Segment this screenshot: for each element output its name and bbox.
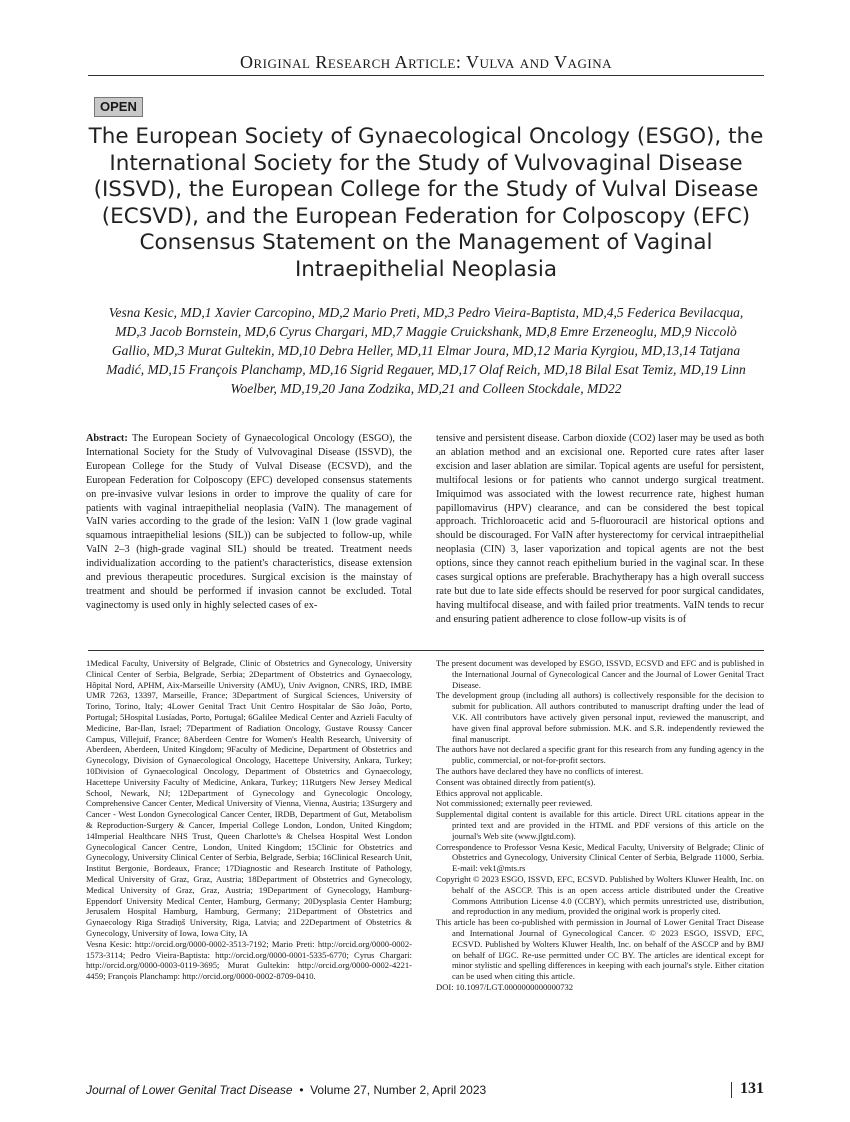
- note-copublication: This article has been co-published with permission in Journal of Lower Genital Tract Disease and International Journal of Gynecological Cancer. © 2023 ESGO, ISSVD, EFC, ECSVD. Published by Wolters Kluwer Health, Inc. on behalf of the ASCCP and by BMJ on behalf of IJGC. Re-use permitted under CC BY. The articles are identical except for minor stylistic and spelling differences in keeping with each journal's style. Either citation can be used when citing this article.: [436, 917, 764, 982]
- note-funding: The authors have not declared a specific grant for this research from any funding agency in the public, commercial, or not-for-profit sectors.: [436, 744, 764, 766]
- article-title: The European Society of Gynaecological Oncology (ESGO), the International Society for the Study of Vulvovaginal Disease (ISSVD), the European College for the Study of Vulval Disease (ECSVD), and the European Federation for Colposcopy (EFC) Consensus Statement on the Management of Vaginal Intraepithelial Neoplasia: [88, 124, 764, 282]
- footer-journal: Journal of Lower Genital Tract Disease • Volume 27, Number 2, April 2023: [86, 1083, 487, 1097]
- header-rule: [88, 75, 764, 76]
- footer-volume: Volume 27, Number 2, April 2023: [310, 1083, 487, 1097]
- footnote-rule: [88, 650, 764, 651]
- note-conflicts: The authors have declared they have no conflicts of interest.: [436, 765, 644, 776]
- affiliations-text: 1Medical Faculty, University of Belgrade, Clinic of Obstetrics and Gynecology, University Clinical Center of Serbia, Belgrade, Serbia; 2Department of Obstetrics and Gynaecology, Hôpital Nord, APHM, Aix-Marseille University (AMU), Univ Avignon, CNRS, IRD, IMBE UMR 7263, 13397, Marseille, France; 3Department of Surgical Sciences, University of Torino, Torino, Italy; 4Lower Genital Tract Unit Centro Hospitalar de São João, Porto, Portugal; 5Hospital Lusíadas, Porto, Portugal; 6Galilee Medical Center and Azrieli Faculty of Medicine, Bar-Ilan, Israel; 7Department of Radiation Oncology, Gustave Roussy Cancer Campus, Villejuif, France; 8Aberdeen Centre for Women's Health Research, University of Aberdeen, Aberdeen, United Kingdom; 9Faculty of Medicine, Department of Obstetrics and Gynecology, Division of Gynaecological Oncology, Hacettepe University, Ankara, Turkey; 10Division of Gynaecological Oncology, Department of Obstetrics and Gynaecology, Hacettepe University Faculty of Medicine, Ankara, Turkey; 11Rutgers New Jersey Medical School, Newark, NJ; 12Department of Gynecology and Gynecologic Oncology, Comprehensive Cancer Center, Medical University of Vienna, Vienna, Austria; 13Surgery and Cancer - West London Gynecological Cancer Center, IRDB, Department of Gut, Metabolism & Reproduction-Surgery & Cancer, Imperial College London, London, United Kingdom; 14Imperial Healthcare NHS Trust, Queen Charlotte's & Chelsea Hospital West London Gynecological Cancer Centre, London, United Kingdom; 15Clinic for Obstetrics and Gynecology, University Clinical Center of Serbia, Belgrade, Serbia; 16Clinical Research Unit, Institut Bergonie, Bordeaux, France; 17Diagnostic and Research Institute of Pathology, Medical University of Graz, Graz, Austria; 18Department of Obstetrics and Gynecology, Medical University of Graz, Graz, Austria; 19Department of Gynecology, Hamburg-Eppendorf University Medical Center, Hamburg, Germany; 20Dysplasia Center Hamburg; Jerusalem Hospital Hamburg, Hamburg, Germany; 21Department of Obstetrics and Gynaecology Riga Stradiņš University, Riga, Latvia; and 22Department of Obstetrics & Gynecology, University of Iowa, Iowa City, IA: [86, 658, 412, 938]
- footer-divider: [731, 1082, 732, 1098]
- footer-journal-name: Journal of Lower Genital Tract Disease: [86, 1083, 293, 1097]
- note-supplemental: Supplemental digital content is available for this article. Direct URL citations appear in the printed text and are provided in the HTML and PDF versions of this article on the journal's Web site (www.jlgtd.com).: [436, 809, 764, 841]
- article-notes: [436, 658, 764, 993]
- abstract: [86, 432, 412, 613]
- note-peer-review: Not commissioned; externally peer reviewed.: [436, 798, 593, 809]
- open-access-badge: OPEN: [94, 97, 143, 117]
- abstract-continued: tensive and persistent disease. Carbon dioxide (CO2) laser may be used as both an ablation method and an excisional one. Reported cure rates after laser excision and laser ablation are similar. Topical agents are useful for persistent, multifocal lesions or for patients who cannot undergo surgical treatment. Imiquimod was associated with the lowest recurrence rate, highest human papillomavirus (HPV) clearance, and can be considered the best topical approach. Trichloroacetic acid and 5-fluorouracil are historical options and should be discouraged. For VaIN after hysterectomy for cervical intraepithelial neoplasia (CIN) 3, laser vaporization and topical agents are not the best options, since they cannot reach epithelium buried in the vaginal scar. In these cases surgical options are preferable. Brachytherapy has a high overall success rate but due to late side effects should be reserved for poor surgical candidates, having multifocal disease, and with failed prior treatments. VaIN tends to recur and ensuring patient adherence to close follow-up visits is of: [436, 433, 764, 625]
- note-ethics: Ethics approval not applicable.: [436, 787, 543, 798]
- note-copyright: Copyright © 2023 ESGO, ISSVD, EFC, ECSVD. Published by Wolters Kluwer Health, Inc. on behalf of the ASCCP. This is an open access article distributed under the Creative Commons Attribution License 4.0 (CCBY), which permits unrestricted use, distribution, and reproduction in any medium, provided the original work is properly cited.: [436, 873, 764, 917]
- abstract-label: Abstract:: [86, 433, 128, 444]
- affiliations: [86, 658, 412, 982]
- section-header: Original Research Article: Vulva and Vagina: [239, 52, 613, 72]
- author-list: Vesna Kesic, MD,1 Xavier Carcopino, MD,2 Mario Preti, MD,3 Pedro Vieira-Baptista, MD,4,5 Federica Bevilacqua, MD,3 Jacob Bornstein, MD,6 Cyrus Chargari, MD,7 Maggie Cruickshank, MD,8 Emre Erzeneoglu, MD,9 Niccolò Gallio, MD,3 Murat Gultekin, MD,10 Debra Heller, MD,11 Elmar Joura, MD,12 Maria Kyrgiou, MD,13,14 Tatjana Madić, MD,15 François Planchamp, MD,16 Sigrid Regauer, MD,17 Olaf Reich, MD,18 Bilal Esat Temiz, MD,19 Linn Woelber, MD,19,20 Jana Zodzika, MD,21 and Colleen Stockdale, MD22: [106, 305, 746, 396]
- page-number: 131: [740, 1080, 764, 1097]
- note-contributions: The development group (including all authors) is collectively responsible for the decision to submit for publication. All authors contributed to manuscript drafting under the lead of V.K. All contributors have actively given personal input, reviewed the manuscript, and have given final approval before submission. M.K. and S.R. independently reviewed the final manuscript.: [436, 690, 764, 744]
- orcid-list: Vesna Kesic: http://orcid.org/0000-0002-3513-7192; Mario Preti: http://orcid.org/0000-0002-1573-3114; Pedro Vieira-Baptista: http://orcid.org/0000-0001-5335-6770; Cyrus Chargari: http://orcid.org/0000-0003-0119-3695; Murat Gultekin: http://orcid.org/0000-0002-4221-4459; François Planchamp: http://orcid.org/0000-0002-8709-0410.: [86, 938, 412, 982]
- abstract-text: The European Society of Gynaecological Oncology (ESGO), the International Society for the Study of Vulvovaginal Disease (ISSVD), the European College for the Study of Vulval Disease (ECSVD), and the European Federation for Colposcopy (EFC) developed consensus statements on pre-invasive vulvar lesions in order to improve the quality of care for patients with vaginal intraepithelial neoplasia (VaIN). The management of VaIN varies according to the grade of the lesion: VaIN 1 (low grade vaginal squamous intraepithelial lesions (SIL)) can be subjected to follow-up, while VaIN 2–3 (high-grade vaginal SIL) should be treated. Treatment needs individualization according to the patient's characteristics, disease extension and previous therapeutic procedures. Surgical excision is the mainstay of treatment and should be performed if invasion cannot be excluded. Total vaginectomy is used only in highly selected cases of ex-: [86, 433, 412, 611]
- note-consent: Consent was obtained directly from patient(s).: [436, 776, 596, 787]
- note-publication: The present document was developed by ESGO, ISSVD, ECSVD and EFC and is published in the International Journal of Gynecological Cancer and the Journal of Lower Genital Tract Disease.: [436, 658, 764, 690]
- note-correspondence: Correspondence to Professor Vesna Kesic, Medical Faculty, University of Belgrade; Clinic of Obstetrics and Gynecology, University Clinical Center of Serbia, Belgrade 11000, Serbia. E-mail: vek1@mts.rs: [436, 841, 764, 874]
- page-footer: [86, 1080, 764, 1100]
- note-doi: DOI: 10.1097/LGT.0000000000000732: [436, 981, 574, 992]
